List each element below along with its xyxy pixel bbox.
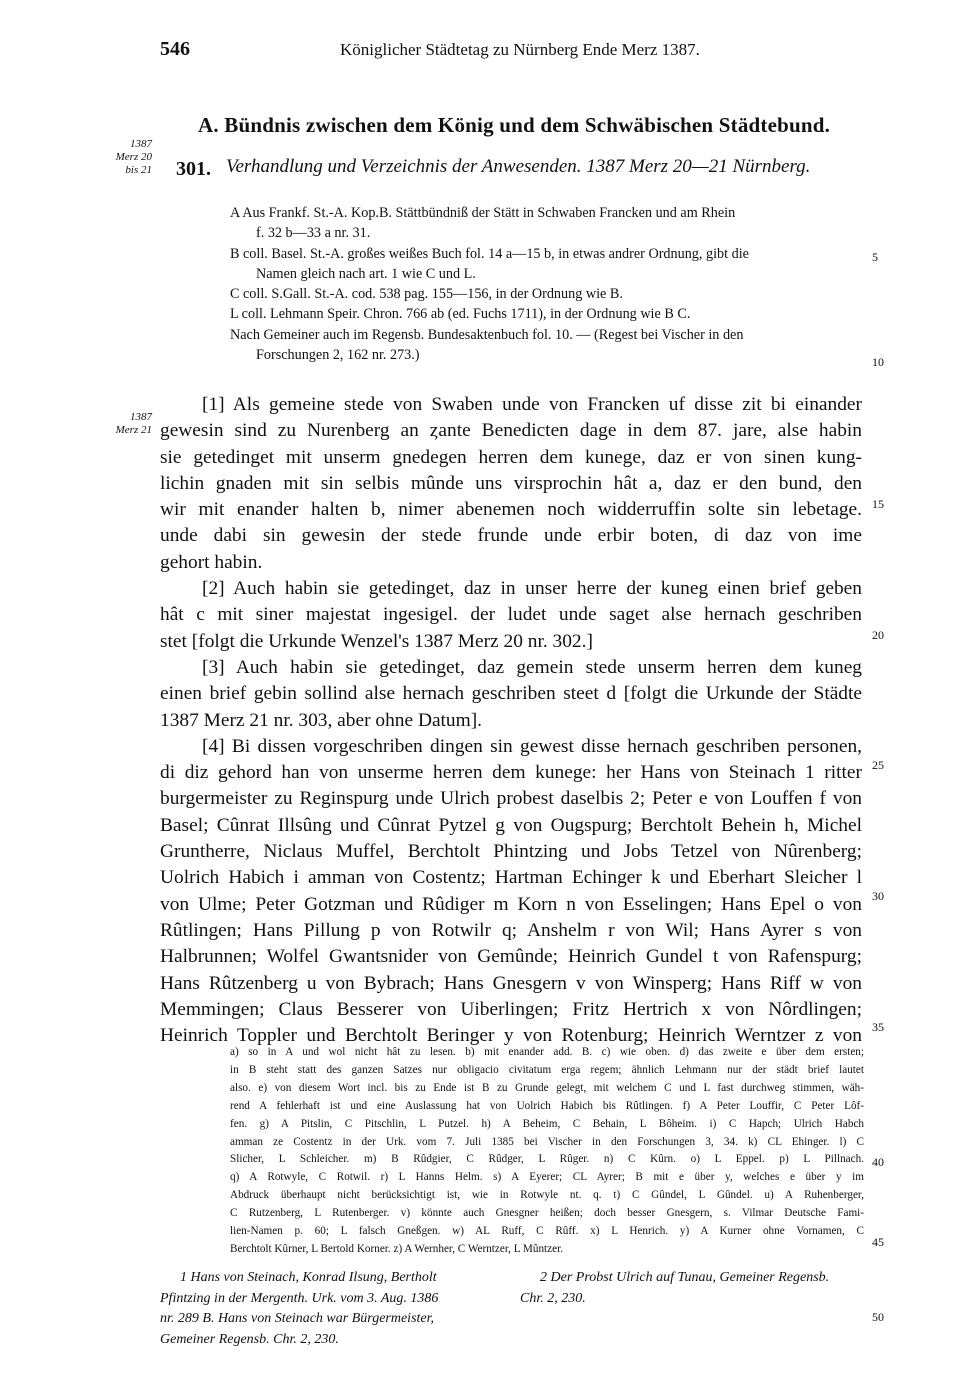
text-line: unde dabi sin gewesin der stede frunde unde erbir boten, di daz von ime (160, 525, 862, 547)
document-number: 301. (176, 158, 211, 180)
text-line: [2] Auch habin sie getedinget, daz in unser herre der kuneg einen brief geben (202, 578, 862, 600)
source-line: A Aus Frankf. St.-A. Kop.B. Stättbündniß der Stätt in Schwaben Francken und am Rhein (230, 205, 736, 221)
apparatus-line: rend A fehlerhaft ist und eine Auslassung hat von Uolrich Habich bis Rûtlingen. f) A Peter Louffir, C Peter Lôf- (230, 1099, 864, 1112)
apparatus-line: C Rutzenberg, L Rutenberger. v) könnte auch Gnesgner heißen; doch besser Gnesgern, s. Vilmar Deutsche Fami- (230, 1207, 864, 1220)
source-line: Namen gleich nach art. 1 wie C und L. (256, 265, 476, 282)
apparatus-line: Berchtolt Kûrner, L Bertold Korner. z) A Wernher, C Werntzer, L Mûntzer. (230, 1242, 563, 1255)
apparatus-line: fen. g) A Pitslin, C Pitschlin, L Putzel. h) A Beheim, C Behain, L Bôheim. i) C Hapch; Ulrich Habch (230, 1117, 864, 1130)
text-line: burgermeister zu Reginspurg unde Ulrich probest daselbis 2; Peter e von Louffen f von (160, 788, 862, 810)
text-line: stet [folgt die Urkunde Wenzel's 1387 Merz 20 nr. 302.] (160, 630, 593, 652)
margin-date-line: Merz 21 (115, 424, 152, 436)
margin-date-body (112, 411, 152, 437)
text-line: Hans Rûtzenberg u von Bybrach; Hans Gnesgern v von Winsperg; Hans Riff w von (160, 972, 862, 994)
source-line: C coll. S.Gall. St.-A. cod. 538 pag. 155—156, in der Ordnung wie B. (230, 286, 623, 303)
section-title: A. Bündnis zwischen dem König und dem Schwäbischen Städtebund. (198, 113, 831, 137)
text-line: Uolrich Habich i amman von Costentz; Hartman Echinger k und Eberhart Sleicher l (160, 867, 862, 889)
footnote-1 (160, 1268, 510, 1350)
text-line: 1387 Merz 21 nr. 303, aber ohne Datum]. (160, 709, 483, 731)
apparatus-line: a) so in A und wol nicht hât zu lesen. b) mit enander add. B. c) wie oben. d) das zweite e über dem ersten; (230, 1046, 864, 1058)
text-line: di diz gehord han von unserme herren dem kunege: her Hans von Steinach 1 ritter (160, 762, 862, 784)
apparatus-line: amman ze Costentz in der Urk. vom 7. Juli 1385 bei Vischer in den Forschungen 3, 34. k) CL Ehinger. l) C (230, 1135, 864, 1148)
running-title: Königlicher Städtetag zu Nürnberg Ende Merz 1387. (340, 40, 700, 59)
text-line: [3] Auch habin sie getedinget, daz gemein stede unserm herren dem kuneg (202, 656, 862, 678)
text-line: sie getedinget mit unserm gnedegen herren dem kunege, daz er von sinen kung- (160, 446, 862, 468)
footnote-line: Chr. 2, 230. (520, 1290, 586, 1306)
text-line: [4] Bi dissen vorgeschriben dingen sin gewest disse hernach geschriben personen, (202, 735, 862, 757)
footnote-line: nr. 289 B. Hans von Steinach war Bürgermeister, (160, 1311, 435, 1326)
footnote-line: Pfintzing in der Mergenth. Urk. vom 3. Aug. 1386 (160, 1290, 439, 1306)
text-line: Gruntherre, Niclaus Muffel, Berchtolt Phintzing und Jobs Tetzel von Nûrenberg; (160, 841, 862, 863)
footnote-line: 1 Hans von Steinach, Konrad Ilsung, Bertholt (180, 1270, 437, 1285)
apparatus-line: lien-Namen p. 60; L falsch Gneßgen. w) AL Ruff, C Rûff. x) L Henrich. y) A Kurner ohne Vornamen, C (230, 1225, 864, 1238)
apparatus-line: in B steht statt des ganzen Satzes nur obligacio civitatum erga regem; ähnlich Lehmann nur der städt brief lautet (230, 1063, 864, 1076)
text-line: gewesin sind zu Nurenberg an ȥante Benedicten dage in dem 87. jare, alse habin (160, 420, 862, 442)
critical-apparatus (230, 1044, 864, 1259)
apparatus-line: q) A Rotwyle, C Rotwil. r) L Hanns Helm. s) A Eyerer; CL Ayrer; B mit e über y, welches e über y im (230, 1171, 864, 1184)
text-line: hât c mit siner majestat ingesigel. der ludet unde saget alse hernach geschriben (160, 604, 862, 626)
margin-date-line: 1387 (130, 411, 152, 423)
margin-date-line: Merz 20 (115, 151, 152, 163)
line-number: 15 (872, 497, 884, 511)
line-number: 40 (872, 1155, 884, 1169)
line-number: 20 (872, 628, 884, 642)
line-number: 30 (872, 889, 884, 903)
text-line: Heinrich Toppler und Berchtolt Beringer y von Rotenburg; Heinrich Werntzer z von (160, 1025, 862, 1047)
text-line: Basel; Cûnrat Illsûng und Cûnrat Pytzel g von Ougspurg; Berchtolt Behein h, Michel (160, 814, 862, 836)
document-title: Verhandlung und Verzeichnis der Anwesenden. 1387 Merz 20—21 Nürnberg. (226, 156, 811, 177)
margin-date-top (112, 138, 152, 177)
footnote-line: Gemeiner Regensb. Chr. 2, 230. (160, 1331, 339, 1347)
text-line: wir mit enander halten b, nimer abenemen noch widderruffin solte sin lebetage. (160, 499, 862, 521)
line-number: 5 (872, 250, 878, 264)
main-text (160, 392, 862, 1049)
text-line: gehort habin. (160, 551, 263, 573)
apparatus-line: also. e) von diesem Wort incl. bis zu Ende ist B zu Grunde gelegt, mit welchem C und L fast durchweg stimmen, wäh- (230, 1081, 864, 1094)
footnote-line: 2 Der Probst Ulrich auf Tunau, Gemeiner Regensb. (540, 1270, 830, 1285)
text-line: von Ulme; Peter Gotzman und Rûdiger m Korn n von Esselingen; Hans Epel o von (160, 893, 862, 915)
source-line: B coll. Basel. St.-A. großes weißes Buch fol. 14 a—15 b, in etwas andrer Ordnung, gibt die (230, 245, 749, 262)
text-line: [1] Als gemeine stede von Swaben unde von Francken uf disse zit bi einander (202, 394, 862, 415)
source-list (230, 203, 870, 365)
apparatus-line: Abdruck überhaupt nicht berücksichtigt ist, wie in Rotwyle nt. q. t) C Gûndel, L Gûndel. u) A Ruhenberger, (230, 1189, 864, 1202)
margin-date-line: 1387 (130, 138, 152, 150)
apparatus-line: Slicher, L Schleicher. m) B Rûdgier, C Rûdger, L Rûger. n) C Kûrn. o) L Eppel. p) L Pillnach. (230, 1153, 864, 1166)
text-line: Rûtlingen; Hans Pillung p von Rotwilr q; Anshelm r von Wil; Hans Ayrer s von (160, 919, 862, 941)
text-line: lichin gnaden mit sin selbis mûnde uns virsprochin hât a, daz er den bund, den (160, 472, 862, 494)
source-line: Forschungen 2, 162 nr. 273.) (256, 347, 420, 364)
margin-date-line: bis 21 (125, 164, 152, 176)
source-line: Nach Gemeiner auch im Regensb. Bundesaktenbuch fol. 10. — (Regest bei Vischer in den (230, 326, 744, 343)
text-line: Halbrunnen; Wolfel Gwantsnider von Gemûnde; Heinrich Gundel t von Rafenspurg; (160, 946, 862, 968)
line-number: 35 (872, 1020, 884, 1034)
source-line: f. 32 b—33 a nr. 31. (256, 225, 371, 242)
line-number: 50 (872, 1310, 884, 1324)
line-number: 10 (872, 355, 884, 369)
text-line: Memmingen; Claus Besserer von Uiberlingen; Fritz Hertrich x von Nôrdlingen; (160, 998, 862, 1020)
line-number: 45 (872, 1235, 884, 1249)
line-number: 25 (872, 758, 884, 772)
page-number: 546 (160, 38, 190, 60)
footnote-2 (520, 1268, 870, 1309)
text-line: einen brief gebin sollind alse hernach geschriben steet d [folgt die Urkunde der Städte (160, 683, 862, 705)
source-line: L coll. Lehmann Speir. Chron. 766 ab (ed. Fuchs 1711), in der Ordnung wie B C. (230, 306, 691, 323)
